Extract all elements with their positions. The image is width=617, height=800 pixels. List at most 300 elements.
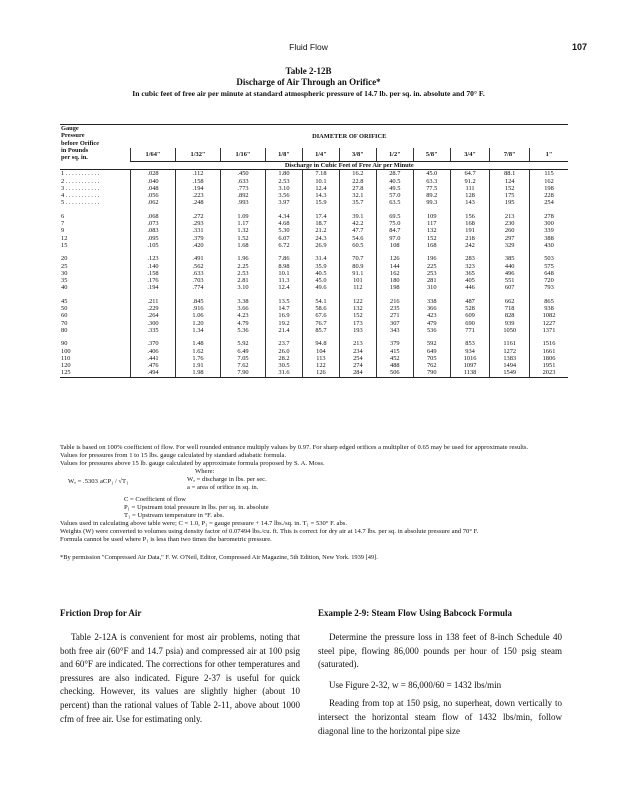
discharge-cell: 14.3 (302, 192, 339, 199)
discharge-cell: 218 (450, 235, 490, 242)
discharge-cell: 934 (450, 348, 490, 355)
pressure-cell: 5 . . . . . . . . . . . (61, 199, 100, 207)
table-row (60, 305, 568, 312)
table-row (60, 362, 568, 369)
size-header-cell: 1" (530, 148, 568, 162)
row-header-line: Pressure (61, 132, 85, 140)
discharge-cell: 28.7 (376, 170, 413, 178)
table-row (60, 327, 568, 334)
pressure-cell: 60 (61, 312, 68, 320)
formula-where-w: Wₐ = discharge in lbs. per sec. (187, 476, 267, 483)
size-header-cell: 3/4" (450, 148, 490, 162)
discharge-cell: 67.6 (302, 312, 339, 319)
discharge-cell: 3.66 (221, 305, 266, 312)
discharge-cell: 173 (339, 320, 376, 327)
size-header-cell: 1/8" (266, 148, 303, 162)
discharge-cell: 405 (450, 277, 490, 284)
discharge-cell: 300 (530, 220, 568, 227)
discharge-cell: 230 (490, 220, 530, 227)
discharge-cell: 271 (376, 312, 413, 319)
discharge-cell: 10.1 (266, 270, 303, 277)
discharge-cell: 1.52 (221, 235, 266, 242)
discharge-cell: .264 (131, 312, 176, 319)
discharge-cell: 88.1 (490, 170, 530, 178)
discharge-cell: 35.7 (339, 199, 376, 206)
row-header-line: before Orifice (61, 139, 100, 147)
row-header (60, 125, 131, 162)
discharge-cell: 2.53 (266, 178, 303, 185)
discharge-cell: 198 (376, 284, 413, 291)
discharge-cell: 84.7 (376, 227, 413, 234)
body-paragraph: Table 2-12A is convenient for most air problems, noting that both free air (60°F and 14.7 psia) and compressed air at 100 psig and 60°F are indicated. The corrections for other temperatures and pressures are also indicated. Figure 2-37 is useful for quick checking. However, its values are slightly higher (about 10 percent) than the rational values of Table 2-11, above about 1000 cfm of free air. Use for estimating only. (60, 632, 300, 724)
note-line: Values used in calculating above table were; C = 1.0, P₁ = gauge pressure + 14.7 lbs./sq. in. T₁ = 530° F. abs. (60, 520, 347, 527)
table-subtitle: In cubic feet of free air per minute at standard atmospheric pressure of 14.7 lb. per sq. in. absolute and 70° F. (132, 89, 485, 98)
size-header-cell: 1/2" (376, 148, 413, 162)
discharge-cell: 452 (376, 355, 413, 362)
discharge-cell: 35.9 (302, 263, 339, 270)
discharge-cell: 1494 (490, 362, 530, 369)
discharge-cell: .331 (176, 227, 221, 234)
discharge-cell: 1661 (530, 348, 568, 355)
discharge-cell: 99.3 (413, 199, 450, 206)
discharge-cell: 64.7 (450, 170, 490, 178)
discharge-cell: 274 (339, 362, 376, 369)
note-line: Table is based on 100% coefficient of flow. For well rounded entrance multiply values by 0.97. For sharp edged orifices a multiplier of 0.65 may be used for approximate results. (60, 444, 529, 451)
discharge-cell: 101 (339, 277, 376, 284)
discharge-cell: 47.7 (339, 227, 376, 234)
discharge-cell: 1.96 (221, 255, 266, 262)
discharge-cell: 649 (413, 348, 450, 355)
diameter-header: DIAMETER OF ORIFICE (131, 125, 569, 148)
discharge-cell: 14.7 (266, 305, 303, 312)
pressure-cell: 15 (61, 241, 68, 249)
discharge-cell: .335 (131, 327, 176, 334)
discharge-cell: 228 (530, 192, 568, 199)
discharge-cell: 4.68 (266, 220, 303, 227)
discharge-cell: 16.2 (339, 170, 376, 178)
discharge-cell: .229 (131, 305, 176, 312)
discharge-cell: 3.38 (221, 298, 266, 305)
discharge-cell: 85.7 (302, 327, 339, 334)
discharge-cell: 45.0 (413, 170, 450, 178)
discharge-cell: 40.5 (302, 270, 339, 277)
discharge-cell: .194 (131, 284, 176, 291)
discharge-cell: .158 (131, 270, 176, 277)
discharge-cell: 97.0 (376, 235, 413, 242)
discharge-cell: 7.90 (221, 369, 266, 377)
discharge-cell: 168 (450, 220, 490, 227)
formula-where-a: a = area of orifice in sq. in. (187, 484, 259, 491)
discharge-cell: 26.9 (302, 242, 339, 249)
discharge-cell: 607 (490, 284, 530, 291)
size-header-row (60, 148, 568, 162)
pressure-cell: 90 (61, 340, 68, 348)
discharge-cell: .194 (176, 185, 221, 192)
discharge-cell: 1.80 (266, 170, 303, 178)
discharge-cell: 379 (376, 340, 413, 347)
discharge-cell: 487 (450, 298, 490, 305)
table-row (60, 348, 568, 355)
discharge-cell: .774 (176, 284, 221, 291)
discharge-cell: 254 (339, 355, 376, 362)
discharge-cell: 4.23 (221, 312, 266, 319)
discharge-cell: .562 (176, 263, 221, 270)
discharge-cell: 938 (530, 305, 568, 312)
discharge-cell: .370 (131, 340, 176, 347)
table-row (60, 355, 568, 362)
discharge-cell: 10.1 (302, 178, 339, 185)
discharge-cell: 21.2 (302, 227, 339, 234)
discharge-cell: 762 (413, 362, 450, 369)
discharge-cell: 175 (490, 192, 530, 199)
pressure-cell: 7 (61, 220, 65, 228)
discharge-cell: 63.5 (376, 199, 413, 206)
formula-fraction: aCP₁ / √T₁ (100, 478, 129, 485)
discharge-cell: 27.8 (339, 185, 376, 192)
discharge-cell: 91.2 (450, 178, 490, 185)
discharge-cell: 30.5 (266, 362, 303, 369)
discharge-cell: 122 (339, 298, 376, 305)
discharge-cell: 1516 (530, 340, 568, 347)
discharge-cell: 242 (450, 242, 490, 249)
discharge-cell: 12.4 (266, 284, 303, 291)
discharge-cell: .095 (131, 235, 176, 242)
pressure-cell: 45 (61, 297, 68, 305)
discharge-cell: 104 (302, 348, 339, 355)
discharge-cell: 162 (376, 270, 413, 277)
pressure-cell: 70 (61, 319, 68, 327)
discharge-cell: 124 (490, 178, 530, 185)
discharge-cell: .272 (176, 213, 221, 220)
discharge-cell: 771 (450, 327, 490, 334)
formula-main: Wₐ = .5303 (68, 478, 98, 485)
pressure-cell: 35 (61, 277, 68, 285)
discharge-cell: 77.5 (413, 185, 450, 192)
note-line: Weights (W) were converted to volumes using density factor of 0.07494 lbs./cu. ft. This is correct for dry air at 14.7 lbs. per sq. in absolute pressure and 70° F. (60, 528, 479, 535)
discharge-cell: 1951 (530, 362, 568, 369)
discharge-cell: .083 (131, 227, 176, 234)
note-line: Formula cannot be used where P₁ is less than two times the barometric pressure. (60, 536, 272, 543)
discharge-cell: 196 (413, 255, 450, 262)
discharge-cell: 853 (450, 340, 490, 347)
table-row (60, 235, 568, 242)
discharge-cell: .056 (131, 192, 176, 199)
discharge-cell: .123 (131, 255, 176, 262)
discharge-cell: 1.17 (221, 220, 266, 227)
discharge-cell: .379 (176, 235, 221, 242)
discharge-cell: 278 (530, 213, 568, 220)
example-heading: Example 2-9: Steam Flow Using Babcock Formula (318, 608, 512, 618)
discharge-cell: 108 (376, 242, 413, 249)
discharge-cell: 2.81 (221, 277, 266, 284)
discharge-cell: 338 (413, 298, 450, 305)
discharge-cell: 297 (490, 235, 530, 242)
discharge-cell: 23.7 (266, 340, 303, 347)
discharge-cell: 1806 (530, 355, 568, 362)
section-heading: Friction Drop for Air (60, 608, 142, 618)
discharge-cell: 790 (413, 369, 450, 377)
pressure-cell: 3 . . . . . . . . . . . (61, 184, 100, 192)
discharge-cell: 128 (450, 192, 490, 199)
subheader-spacer (60, 161, 131, 169)
discharge-cell: 690 (450, 320, 490, 327)
discharge-cell: 488 (376, 362, 413, 369)
discharge-cell: 1097 (450, 362, 490, 369)
discharge-cell: 528 (450, 305, 490, 312)
discharge-cell: 143 (450, 199, 490, 206)
discharge-cell: 592 (413, 340, 450, 347)
discharge-cell: 865 (530, 298, 568, 305)
table-number: Table 2-12B (285, 66, 332, 76)
table-row (60, 220, 568, 227)
discharge-cell: 284 (339, 369, 376, 377)
table-row (60, 242, 568, 249)
discharge-cell: 1.98 (176, 369, 221, 377)
discharge-cell: .703 (176, 277, 221, 284)
table-row (60, 213, 568, 220)
discharge-cell: 1.06 (176, 312, 221, 319)
discharge-cell: 310 (413, 284, 450, 291)
body-paragraph: Reading from top at 150 psig, no superheat, down vertically to intersect the horizontal steam flow of 1432 lbs/min, follow diagonal line to the horizontal pipe size (318, 698, 562, 736)
table-row (60, 312, 568, 319)
discharge-cell: 152 (490, 185, 530, 192)
discharge-cell: 180 (376, 277, 413, 284)
discharge-cell: 323 (450, 263, 490, 270)
left-column (60, 608, 300, 733)
discharge-cell: 26.0 (266, 348, 303, 355)
discharge-cell: 39.1 (339, 213, 376, 220)
table-title: Discharge of Air Through an Orifice* (236, 77, 381, 87)
table-row (60, 340, 568, 347)
discharge-cell: 112 (339, 284, 376, 291)
discharge-cell: 111 (450, 185, 490, 192)
discharge-cell: 31.4 (302, 255, 339, 262)
discharge-cell: 21.4 (266, 327, 303, 334)
discharge-cell: 1161 (490, 340, 530, 347)
discharge-cell: 479 (413, 320, 450, 327)
discharge-cell: 32.1 (339, 192, 376, 199)
discharge-cell: 5.92 (221, 340, 266, 347)
discharge-cell: 28.2 (266, 355, 303, 362)
table-row (60, 284, 568, 291)
body-paragraph: Determine the pressure loss in 138 feet of 8-inch Schedule 40 steel pipe, flowing 86,000 pounds per hour of 150 psig steam (saturated). (318, 632, 562, 670)
discharge-cell: 5.36 (221, 327, 266, 334)
discharge-cell: 1050 (490, 327, 530, 334)
discharge-cell: 17.4 (302, 213, 339, 220)
discharge-cell: .494 (131, 369, 176, 377)
size-header-cell: 7/8" (490, 148, 530, 162)
discharge-cell: 80.9 (339, 263, 376, 270)
discharge-subheader: Discharge in Cubic Feet of Free Air per Minute (131, 161, 569, 169)
discharge-cell: 388 (530, 235, 568, 242)
discharge-cell: 7.18 (302, 170, 339, 178)
discharge-cell: 113 (302, 355, 339, 362)
discharge-cell: 19.2 (266, 320, 303, 327)
discharge-cell: .211 (131, 298, 176, 305)
discharge-cell: 3.10 (266, 185, 303, 192)
discharge-cell: 24.3 (302, 235, 339, 242)
formula-where-label: Where: (195, 468, 215, 475)
discharge-cell: 7.05 (221, 355, 266, 362)
discharge-cell: 191 (450, 227, 490, 234)
discharge-cell: 365 (450, 270, 490, 277)
orifice-discharge-table (60, 124, 568, 378)
table-row (60, 270, 568, 277)
discharge-cell: 162 (530, 178, 568, 185)
discharge-cell: 793 (530, 284, 568, 291)
table-row (60, 255, 568, 262)
pressure-cell: 4 . . . . . . . . . . . (61, 192, 100, 200)
discharge-cell: 939 (490, 320, 530, 327)
discharge-cell: 45.0 (302, 277, 339, 284)
discharge-cell: 1.68 (221, 242, 266, 249)
discharge-cell: .441 (131, 355, 176, 362)
discharge-cell: 281 (413, 277, 450, 284)
discharge-cell: 1138 (450, 369, 490, 377)
discharge-cell: 91.1 (339, 270, 376, 277)
size-header-cell: 1/32" (176, 148, 221, 162)
pressure-cell: 30 (61, 269, 68, 277)
discharge-cell: 94.8 (302, 340, 339, 347)
discharge-cell: 152 (339, 312, 376, 319)
discharge-cell: 1.32 (221, 227, 266, 234)
discharge-cell: 1227 (530, 320, 568, 327)
discharge-cell: 235 (376, 305, 413, 312)
table-notes (60, 444, 570, 544)
discharge-cell: 156 (450, 213, 490, 220)
discharge-cell: 415 (376, 348, 413, 355)
discharge-cell: 6.72 (266, 242, 303, 249)
discharge-cell: 5.30 (266, 227, 303, 234)
discharge-cell: .450 (221, 170, 266, 178)
discharge-cell: 54.6 (339, 235, 376, 242)
running-header-title: Fluid Flow (289, 42, 328, 52)
discharge-cell: 828 (490, 312, 530, 319)
discharge-cell: 7.62 (221, 362, 266, 369)
discharge-cell: 12.4 (302, 185, 339, 192)
discharge-cell: .105 (131, 242, 176, 249)
discharge-cell: 1272 (490, 348, 530, 355)
discharge-cell: .158 (176, 178, 221, 185)
discharge-cell: 144 (376, 263, 413, 270)
table-caption (0, 66, 617, 100)
discharge-cell: 385 (490, 255, 530, 262)
discharge-cell: 4.79 (221, 320, 266, 327)
right-column (318, 608, 562, 745)
discharge-cell: 11.3 (266, 277, 303, 284)
discharge-cell: 1.34 (176, 327, 221, 334)
pressure-cell: 120 (61, 362, 71, 370)
discharge-cell: 423 (413, 312, 450, 319)
discharge-cell: 4.34 (266, 213, 303, 220)
discharge-cell: .223 (176, 192, 221, 199)
table-row (60, 170, 568, 178)
size-header-cell: 1/64" (131, 148, 176, 162)
discharge-cell: 720 (530, 277, 568, 284)
discharge-cell: 339 (530, 227, 568, 234)
discharge-cell: 16.9 (266, 312, 303, 319)
discharge-cell: 70.7 (339, 255, 376, 262)
discharge-cell: 1.91 (176, 362, 221, 369)
discharge-cell: 75.0 (376, 220, 413, 227)
size-header-cell: 1/16" (221, 148, 266, 162)
discharge-cell: .293 (176, 220, 221, 227)
discharge-cell: .491 (176, 255, 221, 262)
discharge-cell: 440 (490, 263, 530, 270)
discharge-cell: 49.5 (376, 185, 413, 192)
table-row (60, 369, 568, 377)
discharge-cell: 446 (450, 284, 490, 291)
discharge-cell: .028 (131, 170, 176, 178)
discharge-cell: .040 (131, 178, 176, 185)
discharge-cell: 1016 (450, 355, 490, 362)
discharge-cell: 193 (339, 327, 376, 334)
discharge-cell: .845 (176, 298, 221, 305)
discharge-cell: 503 (530, 255, 568, 262)
table-row (60, 277, 568, 284)
discharge-cell: 329 (490, 242, 530, 249)
discharge-cell: .406 (131, 348, 176, 355)
discharge-cell: 609 (450, 312, 490, 319)
discharge-cell: .068 (131, 213, 176, 220)
discharge-cell: 13.5 (266, 298, 303, 305)
formula-def: C = Coefficient of flow (124, 496, 186, 503)
table-row (60, 298, 568, 305)
discharge-cell: .773 (221, 185, 266, 192)
discharge-cell: .300 (131, 320, 176, 327)
discharge-cell: 496 (490, 270, 530, 277)
discharge-cell: 60.5 (339, 242, 376, 249)
discharge-cell: 6.49 (221, 348, 266, 355)
discharge-cell: 22.8 (339, 178, 376, 185)
discharge-cell: 718 (490, 305, 530, 312)
discharge-cell: 1549 (490, 369, 530, 377)
pressure-cell: 12 (61, 234, 68, 242)
discharge-cell: .420 (176, 242, 221, 249)
discharge-cell: 126 (376, 255, 413, 262)
row-header-line: in Pounds (61, 146, 89, 154)
pressure-cell: 50 (61, 305, 68, 313)
discharge-cell: 1.48 (176, 340, 221, 347)
discharge-cell: 283 (450, 255, 490, 262)
discharge-cell: 1.20 (176, 320, 221, 327)
pressure-cell: 9 (61, 227, 65, 235)
discharge-cell: 152 (413, 235, 450, 242)
discharge-cell: 122 (302, 362, 339, 369)
size-header-cell: 5/8" (413, 148, 450, 162)
table-row (60, 199, 568, 206)
discharge-cell: 366 (413, 305, 450, 312)
note-line: Values for pressures above 15 lb. gauge calculated by approximate formula proposed by S. A. Moss. (60, 460, 325, 467)
discharge-cell: 225 (413, 263, 450, 270)
discharge-cell: 58.6 (302, 305, 339, 312)
discharge-cell: 168 (413, 242, 450, 249)
discharge-cell: 42.2 (339, 220, 376, 227)
discharge-cell: .916 (176, 305, 221, 312)
discharge-cell: 8.98 (266, 263, 303, 270)
discharge-cell: 69.5 (376, 213, 413, 220)
table-body (60, 170, 568, 377)
discharge-cell: 132 (413, 227, 450, 234)
table-row (60, 192, 568, 199)
discharge-cell: 648 (530, 270, 568, 277)
pressure-cell: 40 (61, 284, 68, 292)
discharge-cell: 1383 (490, 355, 530, 362)
discharge-cell: 49.6 (302, 284, 339, 291)
discharge-cell: 1.76 (176, 355, 221, 362)
discharge-cell: 117 (413, 220, 450, 227)
discharge-cell: 216 (376, 298, 413, 305)
